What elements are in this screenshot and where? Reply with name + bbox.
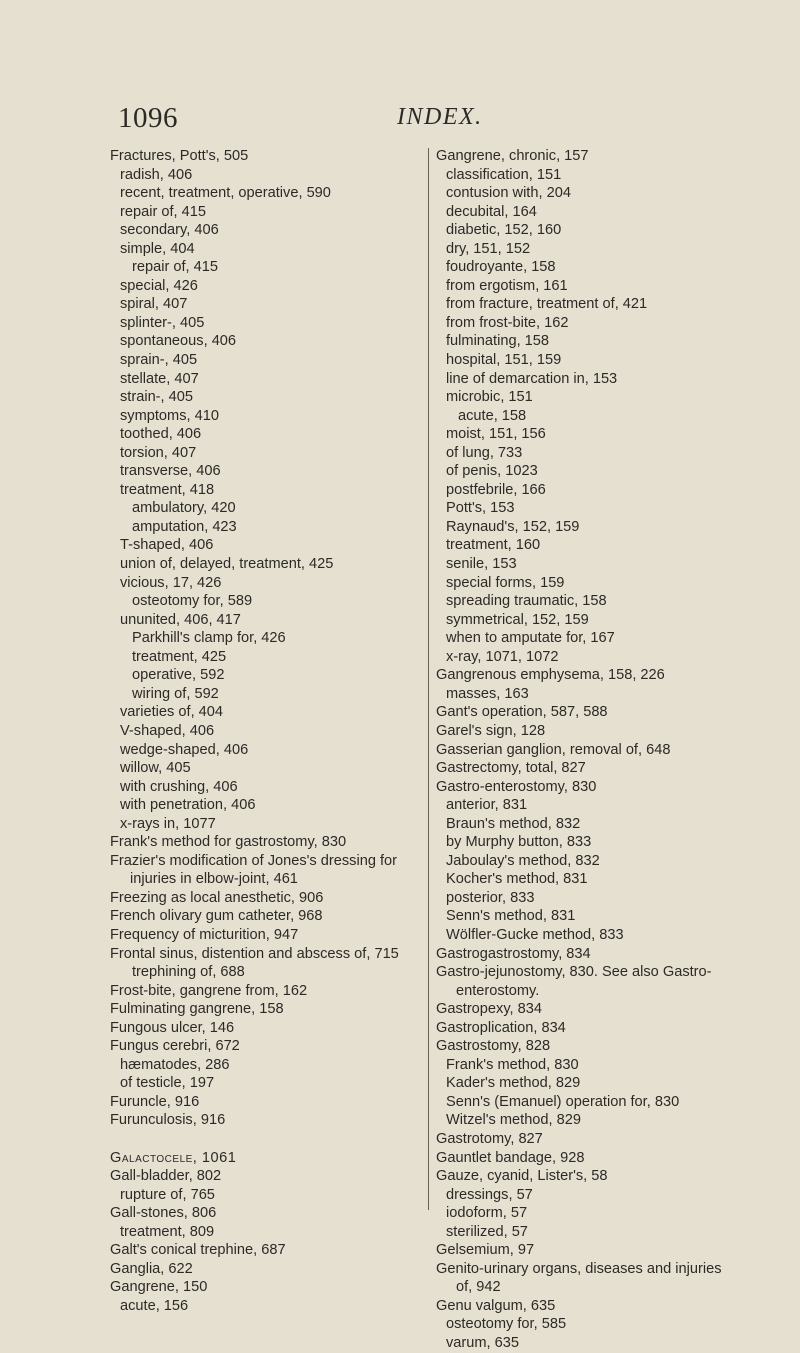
- index-entry: Garel's sign, 128: [436, 722, 546, 739]
- index-entry: from ergotism, 161: [446, 277, 568, 294]
- index-entry: trephining of, 688: [132, 964, 245, 981]
- index-entry: Gauze, cyanid, Lister's, 58: [436, 1168, 608, 1185]
- index-entry: Galactocele, 1061: [110, 1149, 237, 1166]
- index-entry: Parkhill's clamp for, 426: [132, 630, 286, 647]
- index-entry: Gant's operation, 587, 588: [436, 704, 608, 721]
- index-entry: torsion, 407: [120, 444, 197, 461]
- index-entry: Gastropexy, 834: [436, 1001, 542, 1018]
- index-entry: recent, treatment, operative, 590: [120, 185, 331, 202]
- index-entry: treatment, 160: [446, 537, 541, 554]
- index-entry: Genito-urinary organs, diseases and injuries of, 942: [436, 1260, 722, 1296]
- index-entry: Gangrenous emphysema, 158, 226: [436, 667, 665, 684]
- index-entry: microbic, 151: [446, 389, 533, 406]
- index-entry: Gall-bladder, 802: [110, 1168, 222, 1185]
- index-entry: strain-, 405: [120, 389, 194, 406]
- index-entry: acute, 156: [120, 1297, 189, 1314]
- index-entry: vicious, 17, 426: [120, 574, 222, 591]
- index-entry: repair of, 415: [132, 259, 218, 276]
- index-entry: radish, 406: [120, 166, 193, 183]
- index-entry: Pott's, 153: [446, 500, 515, 517]
- index-entry: Senn's method, 831: [446, 908, 576, 925]
- index-entry: of penis, 1023: [446, 463, 538, 480]
- index-entry: treatment, 809: [120, 1223, 215, 1240]
- index-entry: varum, 635: [446, 1335, 520, 1351]
- index-entry: of testicle, 197: [120, 1075, 215, 1092]
- index-entry: sprain-, 405: [120, 352, 198, 369]
- index-entry: Frost-bite, gangrene from, 162: [110, 982, 308, 999]
- index-entry: moist, 151, 156: [446, 426, 546, 443]
- index-entry: Freezing as local anesthetic, 906: [110, 889, 324, 906]
- index-entry: spreading traumatic, 158: [446, 593, 607, 610]
- index-entry: with crushing, 406: [120, 778, 238, 795]
- index-entry: French olivary gum catheter, 968: [110, 908, 323, 925]
- index-entry: Gastroplication, 834: [436, 1019, 566, 1036]
- index-column-left: [110, 147, 420, 1315]
- index-entry: hospital, 151, 159: [446, 352, 562, 369]
- index-entry: Wölfler-Gucke method, 833: [446, 926, 624, 943]
- index-entry: Witzel's method, 829: [446, 1112, 581, 1129]
- index-entry: diabetic, 152, 160: [446, 222, 562, 239]
- index-entry: V-shaped, 406: [120, 722, 215, 739]
- index-entry: simple, 404: [120, 240, 195, 257]
- index-entry: spontaneous, 406: [120, 333, 237, 350]
- index-entry: Genu valgum, 635: [436, 1297, 556, 1314]
- index-entry: Frank's method for gastrostomy, 830: [110, 834, 347, 851]
- index-entry: treatment, 418: [120, 481, 215, 498]
- index-entry: fulminating, 158: [446, 333, 550, 350]
- index-entry: classification, 151: [446, 166, 562, 183]
- index-entry: Fungus cerebri, 672: [110, 1038, 240, 1055]
- index-entry: x-rays in, 1077: [120, 815, 216, 832]
- index-entry: anterior, 831: [446, 797, 528, 814]
- index-entry: Gastrogastrostomy, 834: [436, 945, 591, 962]
- index-entry: dry, 151, 152: [446, 240, 531, 257]
- index-entry: Furunculosis, 916: [110, 1112, 226, 1129]
- index-entry: Frequency of micturition, 947: [110, 926, 299, 943]
- page-number: 1096: [118, 102, 178, 134]
- index-entry: stellate, 407: [120, 370, 199, 387]
- index-entry: Gall-stones, 806: [110, 1205, 217, 1222]
- index-entry: willow, 405: [120, 760, 191, 777]
- index-entry: Gastrectomy, total, 827: [436, 760, 586, 777]
- index-entry: varieties of, 404: [120, 704, 224, 721]
- index-entry: Kocher's method, 831: [446, 871, 588, 888]
- index-entry: symmetrical, 152, 159: [446, 611, 589, 628]
- index-entry: repair of, 415: [120, 203, 206, 220]
- page-header: [0, 102, 800, 142]
- index-entry: symptoms, 410: [120, 407, 219, 424]
- index-entry: x-ray, 1071, 1072: [446, 648, 559, 665]
- index-entry: splinter-, 405: [120, 314, 205, 331]
- index-entry: Gastro-enterostomy, 830: [436, 778, 597, 795]
- index-entry: Furuncle, 916: [110, 1093, 200, 1110]
- index-entry: operative, 592: [132, 667, 225, 684]
- index-entry: Galt's conical trephine, 687: [110, 1242, 286, 1259]
- index-entry: decubital, 164: [446, 203, 537, 220]
- index-entry: Jaboulay's method, 832: [446, 852, 600, 869]
- index-entry: special, 426: [120, 277, 198, 294]
- index-entry: of lung, 733: [446, 444, 523, 461]
- index-entry: senile, 153: [446, 556, 517, 573]
- index-entry: posterior, 833: [446, 889, 535, 906]
- index-entry: secondary, 406: [120, 222, 219, 239]
- index-entry: with penetration, 406: [120, 797, 256, 814]
- index-entry: Senn's (Emanuel) operation for, 830: [446, 1093, 680, 1110]
- index-entry: toothed, 406: [120, 426, 202, 443]
- index-entry: line of demarcation in, 153: [446, 370, 618, 387]
- index-entry: from frost-bite, 162: [446, 314, 569, 331]
- index-entry: by Murphy button, 833: [446, 834, 592, 851]
- index-entry: special forms, 159: [446, 574, 565, 591]
- index-entry: postfebrile, 166: [446, 481, 546, 498]
- index-column-right: [436, 147, 736, 1353]
- index-entry: spiral, 407: [120, 296, 188, 313]
- index-entry: Gastrotomy, 827: [436, 1130, 543, 1147]
- index-entry: from fracture, treatment of, 421: [446, 296, 648, 313]
- index-entry: iodoform, 57: [446, 1205, 528, 1222]
- index-entry: ambulatory, 420: [132, 500, 236, 517]
- index-entry: Gangrene, chronic, 157: [436, 148, 589, 164]
- index-entry: osteotomy for, 585: [446, 1316, 567, 1333]
- index-entry: hæmatodes, 286: [120, 1056, 230, 1073]
- column-divider: [428, 148, 429, 1210]
- index-entry: rupture of, 765: [120, 1186, 215, 1203]
- index-entry: Kader's method, 829: [446, 1075, 581, 1092]
- index-entry: union of, delayed, treatment, 425: [120, 556, 334, 573]
- index-entry: amputation, 423: [132, 518, 237, 535]
- index-entry: contusion with, 204: [446, 185, 571, 202]
- index-entry: Raynaud's, 152, 159: [446, 518, 580, 535]
- index-entry: transverse, 406: [120, 463, 221, 480]
- running-head: INDEX.: [397, 104, 483, 130]
- index-entry: Fungous ulcer, 146: [110, 1019, 235, 1036]
- index-entry: acute, 158: [458, 407, 527, 424]
- index-entry: ununited, 406, 417: [120, 611, 241, 628]
- index-entry: Gangrene, 150: [110, 1279, 208, 1296]
- index-entry: wedge-shaped, 406: [120, 741, 249, 758]
- index-entry: Gastrostomy, 828: [436, 1038, 551, 1055]
- index-entry: wiring of, 592: [132, 685, 219, 702]
- index-entry: dressings, 57: [446, 1186, 533, 1203]
- index-entry: Gelsemium, 97: [436, 1242, 535, 1259]
- index-entry: Gauntlet bandage, 928: [436, 1149, 585, 1166]
- index-entry: Frank's method, 830: [446, 1056, 579, 1073]
- index-entry: Gasserian ganglion, removal of, 648: [436, 741, 671, 758]
- index-entry: Ganglia, 622: [110, 1260, 193, 1277]
- index-entry: Frazier's modification of Jones's dressing for injuries in elbow-joint, 461: [110, 852, 398, 888]
- index-entry: Braun's method, 832: [446, 815, 581, 832]
- index-entry: Fractures, Pott's, 505: [110, 148, 249, 164]
- index-entry: T-shaped, 406: [120, 537, 214, 554]
- index-entry: when to amputate for, 167: [446, 630, 615, 647]
- index-entry: Frontal sinus, distention and abscess of, 715: [110, 945, 399, 962]
- index-entry: masses, 163: [446, 685, 529, 702]
- index-entry: Fulminating gangrene, 158: [110, 1001, 284, 1018]
- index-entry: treatment, 425: [132, 648, 227, 665]
- index-entry: sterilized, 57: [446, 1223, 528, 1240]
- index-entry: osteotomy for, 589: [132, 593, 253, 610]
- index-entry: foudroyante, 158: [446, 259, 556, 276]
- index-entry: Gastro-jejunostomy, 830. See also Gastro-enterostomy.: [436, 964, 712, 999]
